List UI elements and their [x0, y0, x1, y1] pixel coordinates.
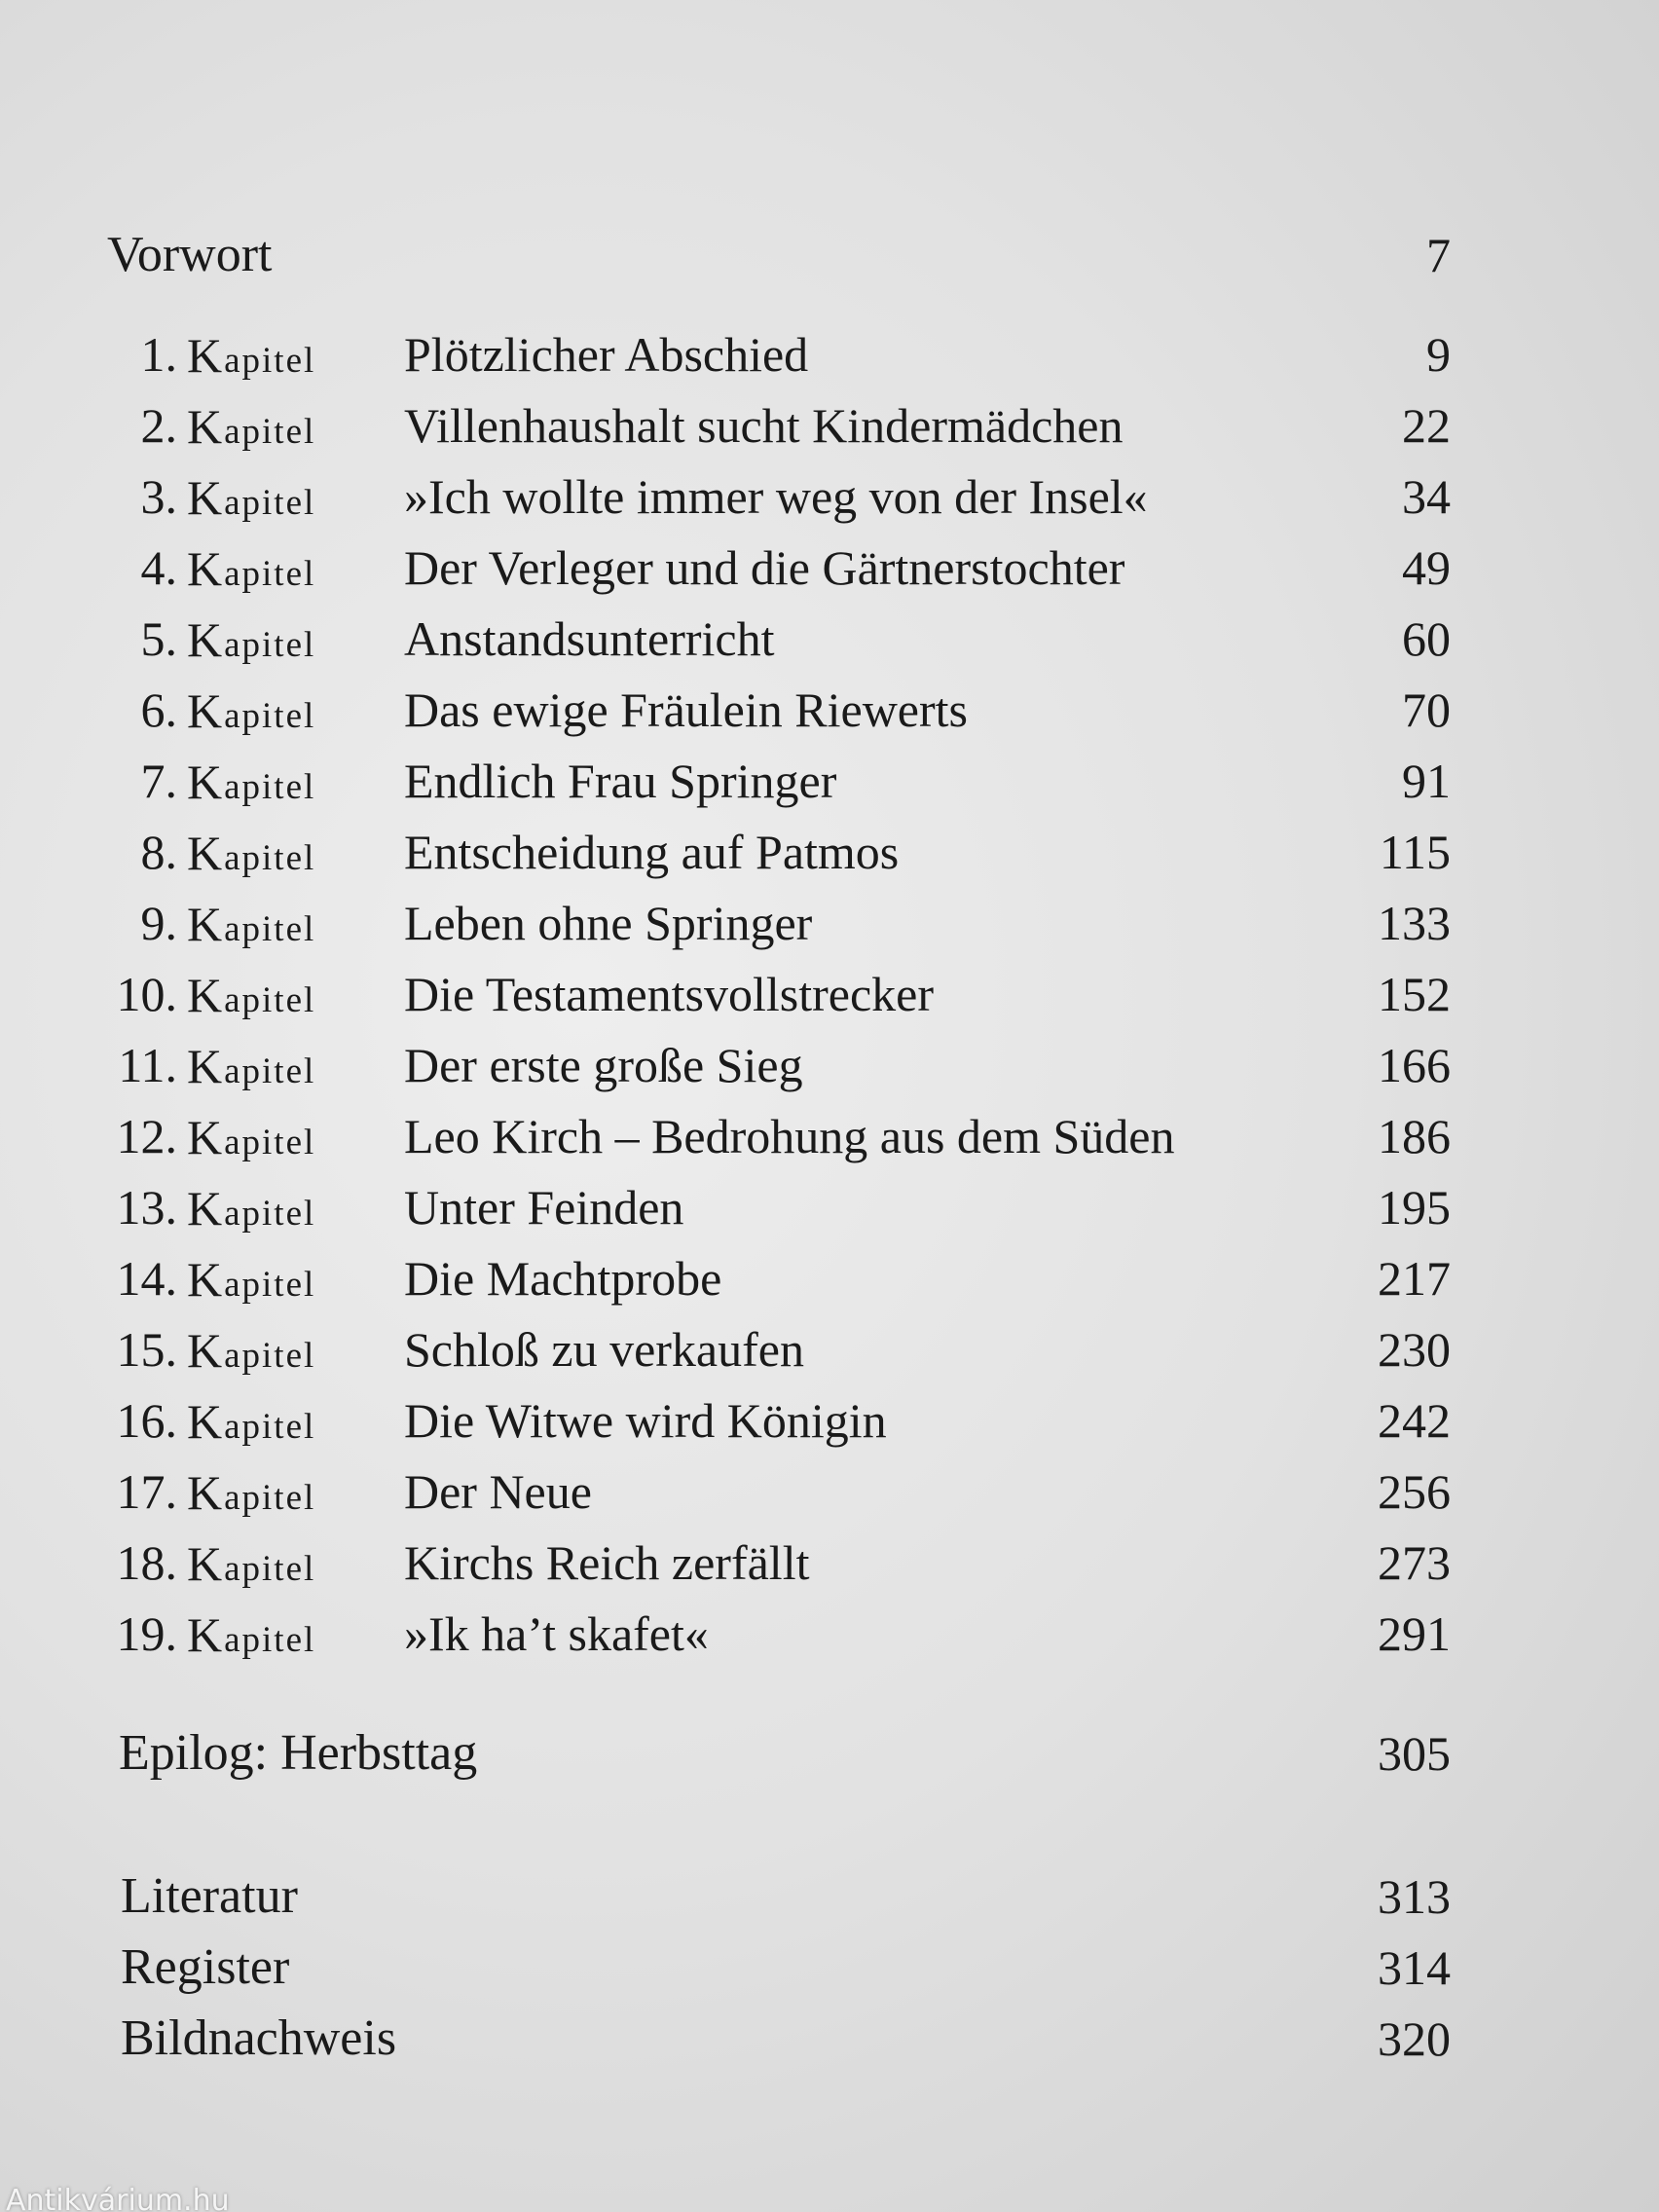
chapter-number: 6. [140, 682, 177, 737]
toc-entry-literatur [107, 1862, 1451, 1932]
entry-title: Vorwort [107, 227, 273, 282]
chapter-title: Endlich Frau Springer [404, 754, 837, 808]
chapter-number: 17. [116, 1464, 177, 1519]
toc-entry-epilog [107, 1718, 1451, 1788]
entry-title: Literatur [121, 1868, 298, 1924]
chapter-page: 22 [1402, 398, 1451, 453]
chapter-label: Kapitel [187, 1536, 316, 1591]
toc-chapter-row [107, 675, 1451, 745]
chapter-label: Kapitel [187, 683, 316, 738]
chapter-page: 60 [1402, 611, 1451, 666]
entry-page: 313 [1378, 1869, 1451, 1924]
chapter-page: 152 [1378, 967, 1451, 1021]
chapter-page: 186 [1378, 1109, 1451, 1163]
chapter-number: 5. [140, 611, 177, 666]
chapter-page: 70 [1402, 682, 1451, 737]
chapter-page: 34 [1402, 469, 1451, 524]
chapter-title: Kirchs Reich zerfällt [404, 1535, 810, 1590]
toc-chapter-row [107, 319, 1451, 389]
chapter-page: 291 [1378, 1606, 1451, 1661]
toc-chapter-row [107, 1528, 1451, 1598]
chapter-title: Villenhaushalt sucht Kindermädchen [404, 398, 1124, 453]
toc-entry-register [107, 1933, 1451, 2003]
watermark: Antikvárium.hu [6, 2184, 230, 2212]
toc-chapter-row [107, 461, 1451, 532]
toc-chapter-row [107, 390, 1451, 461]
entry-page: 320 [1378, 2011, 1451, 2066]
chapter-label: Kapitel [187, 1607, 316, 1662]
toc-entry-vorwort [107, 220, 1451, 290]
chapter-number: 10. [116, 967, 177, 1021]
toc-chapter-row [107, 533, 1451, 603]
toc-chapter-row [107, 604, 1451, 674]
toc-chapter-row [107, 1385, 1451, 1456]
chapter-title: Die Machtprobe [404, 1251, 722, 1306]
chapter-number: 7. [140, 754, 177, 808]
chapter-page: 115 [1379, 825, 1451, 879]
entry-page: 7 [1426, 228, 1451, 282]
chapter-title: Entscheidung auf Patmos [404, 825, 900, 879]
toc-chapter-row [107, 1599, 1451, 1669]
chapter-label: Kapitel [187, 755, 316, 809]
chapter-label: Kapitel [187, 470, 316, 525]
chapter-label: Kapitel [187, 399, 316, 454]
chapter-label: Kapitel [187, 1394, 316, 1449]
chapter-label: Kapitel [187, 1252, 316, 1307]
chapter-title: Die Witwe wird Königin [404, 1393, 887, 1448]
toc-chapter-row [107, 1030, 1451, 1100]
chapter-number: 9. [140, 896, 177, 950]
chapter-number: 8. [140, 825, 177, 879]
chapter-title: Das ewige Fräulein Riewerts [404, 682, 969, 737]
chapter-label: Kapitel [187, 612, 316, 667]
chapter-page: 133 [1378, 896, 1451, 950]
chapter-number: 4. [140, 540, 177, 595]
chapter-title: Schloß zu verkaufen [404, 1322, 804, 1377]
chapter-number: 2. [140, 398, 177, 453]
chapter-label: Kapitel [187, 1110, 316, 1164]
toc-chapter-row [107, 888, 1451, 958]
chapter-number: 15. [116, 1322, 177, 1377]
chapter-page: 230 [1378, 1322, 1451, 1377]
toc-chapter-row [107, 1456, 1451, 1527]
chapter-label: Kapitel [187, 826, 316, 880]
chapter-number: 18. [116, 1535, 177, 1590]
toc-chapter-row [107, 1314, 1451, 1384]
entry-title: Epilog: Herbsttag [119, 1725, 478, 1781]
chapter-number: 11. [118, 1038, 177, 1092]
toc-entry-bildnachweis [107, 2004, 1451, 2074]
entry-page: 314 [1378, 1940, 1451, 1995]
chapter-label: Kapitel [187, 328, 316, 383]
chapter-title: »Ich wollte immer weg von der Insel« [404, 469, 1148, 524]
chapter-label: Kapitel [187, 541, 316, 596]
chapter-label: Kapitel [187, 897, 316, 951]
toc-chapter-row [107, 1172, 1451, 1242]
chapter-title: »Ik ha’t skafet« [404, 1606, 709, 1661]
chapter-number: 13. [116, 1180, 177, 1235]
entry-page: 305 [1378, 1726, 1451, 1781]
chapter-title: Leben ohne Springer [404, 896, 813, 950]
entry-title: Bildnachweis [121, 2010, 397, 2066]
chapter-title: Der erste große Sieg [404, 1038, 803, 1092]
chapter-number: 12. [116, 1109, 177, 1163]
toc-chapter-row [107, 1101, 1451, 1171]
entry-title: Register [121, 1939, 290, 1995]
chapter-page: 9 [1426, 327, 1451, 382]
chapter-page: 195 [1378, 1180, 1451, 1235]
chapter-label: Kapitel [187, 1039, 316, 1093]
chapter-page: 273 [1378, 1535, 1451, 1590]
chapter-title: Der Verleger und die Gärtnerstochter [404, 540, 1125, 595]
chapter-label: Kapitel [187, 1323, 316, 1378]
toc-chapter-row [107, 1243, 1451, 1313]
chapter-number: 14. [116, 1251, 177, 1306]
chapter-title: Anstandsunterricht [404, 611, 775, 666]
chapter-page: 242 [1378, 1393, 1451, 1448]
chapter-number: 3. [140, 469, 177, 524]
chapter-number: 1. [140, 327, 177, 382]
chapter-title: Leo Kirch – Bedrohung aus dem Süden [404, 1109, 1175, 1163]
chapter-title: Unter Feinden [404, 1180, 684, 1235]
chapter-title: Plötzlicher Abschied [404, 327, 809, 382]
toc-chapter-row [107, 959, 1451, 1029]
chapter-page: 49 [1402, 540, 1451, 595]
chapter-page: 217 [1378, 1251, 1451, 1306]
chapter-number: 19. [116, 1606, 177, 1661]
chapter-label: Kapitel [187, 968, 316, 1022]
chapter-label: Kapitel [187, 1181, 316, 1235]
chapter-number: 16. [116, 1393, 177, 1448]
toc-chapter-row [107, 817, 1451, 887]
chapter-label: Kapitel [187, 1465, 316, 1520]
chapter-page: 256 [1378, 1464, 1451, 1519]
chapter-page: 166 [1378, 1038, 1451, 1092]
toc-chapter-row [107, 746, 1451, 816]
chapter-title: Die Testamentsvollstrecker [404, 967, 935, 1021]
chapter-page: 91 [1402, 754, 1451, 808]
chapter-title: Der Neue [404, 1464, 592, 1519]
